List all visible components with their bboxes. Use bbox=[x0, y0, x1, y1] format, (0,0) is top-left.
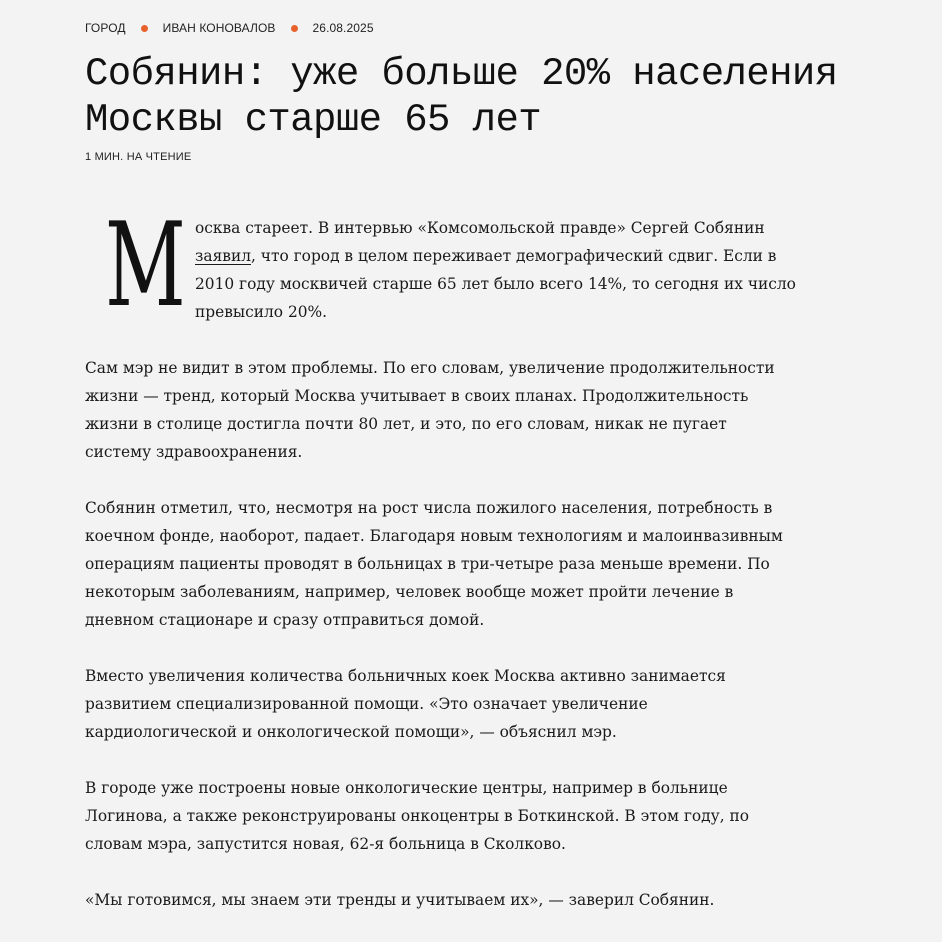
meta-separator-dot bbox=[291, 25, 298, 32]
article-headline: Собянин: уже больше 20% населения Москвы старше 65 лет bbox=[85, 52, 838, 142]
drop-cap: М bbox=[105, 198, 186, 333]
article-body bbox=[85, 198, 797, 942]
meta-separator-dot bbox=[141, 25, 148, 32]
paragraph: Сам мэр не видит в этом проблемы. По его словам, увеличение продолжительности жизни — тренд, который Москва учитывает в своих планах. Продолжительность жизни в столице достигла почти 80 лет, и это, по его словам, никак не пугает систему здравоохранения. bbox=[85, 359, 775, 461]
paragraph: В городе уже построены новые онкологические центры, например в больнице Логинова, а также реконструированы онкоцентры в Боткинской. В этом году, по словам мэра, запустится новая, 62-я больница в Сколково. bbox=[85, 779, 750, 853]
article-meta bbox=[85, 21, 374, 35]
paragraph: Собянин отметил, что, несмотря на рост числа пожилого населения, потребность в коечном фонде, наоборот, падает. Благодаря новым технологиям и малоинвазивным операциям пациенты проводят в больницах в три-четыре раза меньше времени. По некоторым заболеваниям, например, человек вообще может пройти лечение в дневном стационаре и сразу отправиться домой. bbox=[85, 499, 783, 629]
read-time: 1 МИН. НА ЧТЕНИЕ bbox=[85, 151, 192, 163]
author-link[interactable]: ИВАН КОНОВАЛОВ bbox=[162, 21, 276, 35]
source-link[interactable]: заявил bbox=[195, 247, 251, 265]
category-link[interactable]: ГОРОД bbox=[85, 21, 126, 35]
lead-text-start: осква стареет. В интервью «Комсомольской правде» Сергей Собянин bbox=[195, 219, 765, 237]
paragraph: «Мы готовимся, мы знаем эти тренды и учитываем их», — заверил Собянин. bbox=[85, 891, 715, 909]
lead-text-end: , что город в целом переживает демографический сдвиг. Если в 2010 году москвичей старше 65 лет было всего 14%, то сегодня их число превысило 20%. bbox=[195, 247, 796, 321]
publish-date: 26.08.2025 bbox=[312, 21, 374, 35]
paragraph: Вместо увеличения количества больничных коек Москва активно занимается развитием специализированной помощи. «Это означает увеличение кардиологической и онкологической помощи», — объяснил мэр. bbox=[85, 667, 726, 741]
lead-paragraph bbox=[85, 198, 797, 333]
